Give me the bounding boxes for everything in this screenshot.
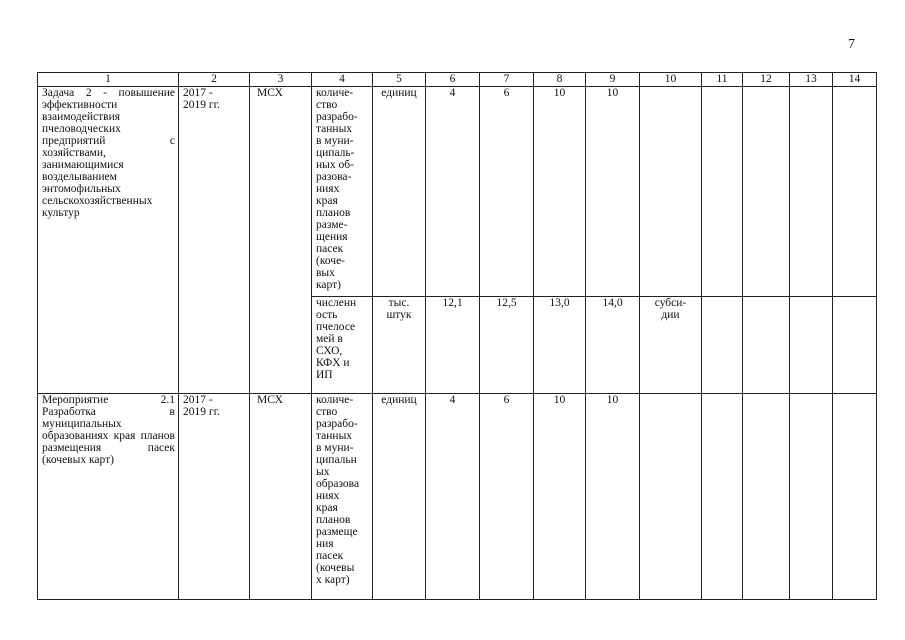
indicator-unit: единиц bbox=[373, 394, 426, 600]
value-cell: 12,1 bbox=[426, 297, 480, 394]
header-cell: 9 bbox=[586, 73, 640, 87]
empty-cell bbox=[702, 297, 743, 394]
indicator-unit: тыс. штук bbox=[373, 297, 426, 394]
measure-2-1-period: 2017 - 2019 гг. bbox=[179, 394, 250, 600]
value-cell: 10 bbox=[586, 87, 640, 297]
value-cell: 10 bbox=[586, 394, 640, 600]
empty-cell bbox=[640, 394, 702, 600]
table-row bbox=[38, 394, 877, 600]
task-2-title: Задача 2 - повышение эффективности взаимодействия пчеловодческих предприятий с хозяйствами, занимающимися возделыванием энтомофильных сельскохозяйственных культур bbox=[38, 87, 179, 394]
task-2-period: 2017 - 2019 гг. bbox=[179, 87, 250, 394]
program-table bbox=[37, 72, 877, 600]
table-row bbox=[38, 87, 877, 297]
empty-cell bbox=[743, 87, 790, 297]
value-cell: 4 bbox=[426, 87, 480, 297]
empty-cell bbox=[833, 394, 877, 600]
header-cell: 10 bbox=[640, 73, 702, 87]
value-cell: 13,0 bbox=[534, 297, 586, 394]
value-cell: 6 bbox=[480, 87, 534, 297]
value-cell bbox=[640, 87, 702, 297]
value-cell: 4 bbox=[426, 394, 480, 600]
header-cell: 11 bbox=[702, 73, 743, 87]
header-cell: 4 bbox=[312, 73, 373, 87]
header-cell: 8 bbox=[534, 73, 586, 87]
indicator-name: количе- ство разрабо- танных в муни- ципальн ых образова ниях края планов размеще ния пасек (кочевы х карт) bbox=[312, 394, 373, 600]
empty-cell bbox=[833, 297, 877, 394]
empty-cell bbox=[790, 87, 833, 297]
header-cell: 14 bbox=[833, 73, 877, 87]
header-cell: 2 bbox=[179, 73, 250, 87]
value-cell: 10 bbox=[534, 394, 586, 600]
indicator-unit: единиц bbox=[373, 87, 426, 297]
header-cell: 3 bbox=[250, 73, 312, 87]
header-cell: 13 bbox=[790, 73, 833, 87]
task-2-executor: МСХ bbox=[250, 87, 312, 394]
header-cell: 1 bbox=[38, 73, 179, 87]
value-cell: субси- дии bbox=[640, 297, 702, 394]
measure-2-1-title: Мероприятие 2.1 Разработка в муниципальных образованиях края планов размещения пасек (кочевых карт) bbox=[38, 394, 179, 600]
empty-cell bbox=[743, 394, 790, 600]
measure-2-1-executor: МСХ bbox=[250, 394, 312, 600]
page-number: 7 bbox=[848, 37, 855, 52]
header-cell: 6 bbox=[426, 73, 480, 87]
indicator-name: численн ость пчелосе мей в СХО, КФХ и ИП bbox=[312, 297, 373, 394]
empty-cell bbox=[790, 297, 833, 394]
empty-cell bbox=[702, 394, 743, 600]
empty-cell bbox=[702, 87, 743, 297]
value-cell: 6 bbox=[480, 394, 534, 600]
value-cell: 10 bbox=[534, 87, 586, 297]
indicator-name: количе- ство разрабо- танных в муни- ципаль- ных об- разова- ниях края планов разме- щения пасек (коче- вых карт) bbox=[312, 87, 373, 297]
header-cell: 5 bbox=[373, 73, 426, 87]
empty-cell bbox=[833, 87, 877, 297]
empty-cell bbox=[790, 394, 833, 600]
header-cell: 12 bbox=[743, 73, 790, 87]
header-cell: 7 bbox=[480, 73, 534, 87]
empty-cell bbox=[743, 297, 790, 394]
header-row bbox=[38, 73, 877, 87]
value-cell: 12,5 bbox=[480, 297, 534, 394]
value-cell: 14,0 bbox=[586, 297, 640, 394]
